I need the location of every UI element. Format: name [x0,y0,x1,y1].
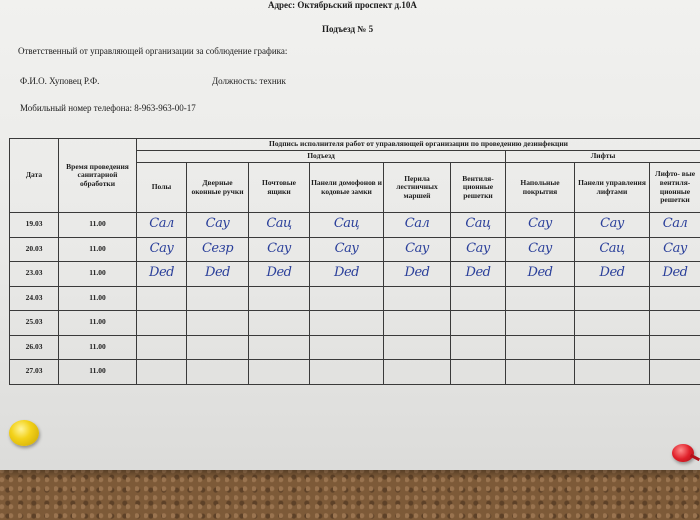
signature-cell [650,286,700,311]
signature-cell: Сау [506,237,575,262]
table-row [10,360,700,385]
fio-line: Ф.И.О. Хуповец Р.Ф. [20,76,100,86]
table-row [10,335,700,360]
signature-cell: Ded [650,262,700,287]
table-row [10,213,700,238]
signature-cell [249,335,310,360]
table-body [10,213,700,385]
signature-cell [506,335,575,360]
time-cell: 11.00 [59,311,137,336]
signature-cell: Сау [384,237,451,262]
signature-cell: Ded [187,262,249,287]
signature-cell [650,360,700,385]
header-lifts: Лифты [506,151,700,163]
signature-cell: Ded [451,262,506,287]
yellow-pushpin-icon [9,420,39,446]
signature-cell: Сал [137,213,187,238]
signature-cell: Сау [187,213,249,238]
signature-cell [137,311,187,336]
address-line: Адрес: Октябрьский проспект д.10А [268,0,417,10]
signature-cell [650,335,700,360]
date-cell: 20.03 [10,237,59,262]
time-cell: 11.00 [59,213,137,238]
header-group: Подпись исполнителя работ от управляющей организации по проведению дезинфекции [137,139,700,151]
signature-cell [451,360,506,385]
table-row [10,311,700,336]
signature-cell: Ded [137,262,187,287]
signature-cell [650,311,700,336]
date-cell: 25.03 [10,311,59,336]
disinfection-table [9,138,700,385]
signature-cell: Сац [310,213,384,238]
signature-cell [187,335,249,360]
time-cell: 11.00 [59,335,137,360]
col-door-handles: Дверные оконные ручки [187,163,249,213]
entrance-title: Подъезд № 5 [322,24,374,34]
signature-cell [575,286,650,311]
signature-cell: Сезр [187,237,249,262]
date-cell: 24.03 [10,286,59,311]
signature-cell [384,360,451,385]
time-cell: 11.00 [59,286,137,311]
date-cell: 27.03 [10,360,59,385]
table-row [10,237,700,262]
signature-cell [451,311,506,336]
col-lift-panels: Панели управления лифтами [575,163,650,213]
signature-cell [310,360,384,385]
time-cell: 11.00 [59,262,137,287]
signature-cell: Сау [451,237,506,262]
signature-cell [310,335,384,360]
signature-cell [310,311,384,336]
col-lift-vents: Лифто- вые вентиля- ционные решетки [650,163,700,213]
signature-cell: Сац [575,237,650,262]
signature-cell: Сал [384,213,451,238]
table-row [10,262,700,287]
time-cell: 11.00 [59,237,137,262]
signature-cell [310,286,384,311]
signature-cell [506,311,575,336]
date-cell: 19.03 [10,213,59,238]
signature-cell [575,311,650,336]
signature-cell [137,335,187,360]
signature-cell: Сал [650,213,700,238]
responsible-line: Ответственный от управляющей организации за соблюдение графика: [18,46,288,56]
signature-cell [187,360,249,385]
signature-cell [451,335,506,360]
date-cell: 23.03 [10,262,59,287]
signature-cell [187,311,249,336]
signature-cell: Сау [249,237,310,262]
signature-cell [506,360,575,385]
date-cell: 26.03 [10,335,59,360]
col-railings: Перила лестничных маршей [384,163,451,213]
signature-cell [249,286,310,311]
signature-cell: Ded [249,262,310,287]
signature-cell: Ded [384,262,451,287]
table-row [10,286,700,311]
header-entrance: Подъезд [137,151,506,163]
signature-cell: Сау [310,237,384,262]
signature-cell: Сац [249,213,310,238]
signature-cell [384,311,451,336]
signature-cell: Ded [506,262,575,287]
signature-cell [384,286,451,311]
col-intercom-panels: Панели домофонов и кодовые замки [310,163,384,213]
signature-cell: Сау [650,237,700,262]
signature-cell [249,360,310,385]
signature-cell [187,286,249,311]
signature-cell: Ded [310,262,384,287]
signature-cell [137,286,187,311]
header-time: Время проведения санитарной обработки [59,139,137,213]
col-lift-floors: Напольные покрытия [506,163,575,213]
signature-cell [575,335,650,360]
signature-cell: Сау [137,237,187,262]
col-vent-grilles: Вентиля- ционные решетки [451,163,506,213]
signature-cell [384,335,451,360]
signature-cell: Сау [506,213,575,238]
signature-cell: Сац [451,213,506,238]
signature-cell: Ded [575,262,650,287]
signature-cell [575,360,650,385]
position-line: Должность: техник [212,76,286,86]
header-date: Дата [10,139,59,213]
signature-cell [506,286,575,311]
col-mailboxes: Почтовые ящики [249,163,310,213]
col-floors: Полы [137,163,187,213]
time-cell: 11.00 [59,360,137,385]
signature-cell [137,360,187,385]
signature-cell: Сау [575,213,650,238]
signature-cell [249,311,310,336]
signature-cell [451,286,506,311]
phone-line: Мобильный номер телефона: 8-963-963-00-17 [20,103,196,113]
